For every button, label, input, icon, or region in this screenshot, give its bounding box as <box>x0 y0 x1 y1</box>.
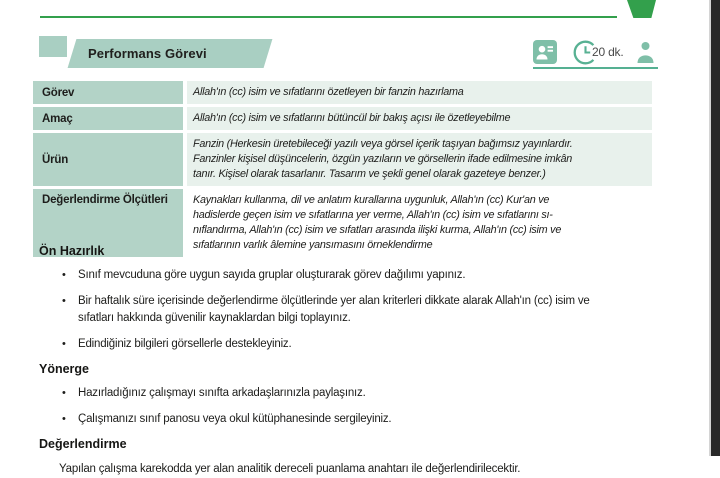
group-work-icon <box>533 40 557 64</box>
bullet-item: • Bir haftalık süre içerisinde değerlendirme ölçütlerinde yer alan kriterleri dikkate alarak Allah'ın (cc) isim ve sıfatları hakkında güvenilir kaynaklardan bilgi toplayınız. <box>39 293 680 327</box>
section-heading: Yönerge <box>39 362 90 376</box>
top-accent-rule <box>40 16 617 18</box>
row-value: Allah'ın (cc) isim ve sıfatlarını bütüncül bir bakış açısı ile özetleyebilme <box>187 107 652 130</box>
individual-work-icon <box>635 40 656 65</box>
section-degerlendirme <box>39 437 680 478</box>
section-heading: Değerlendirme <box>39 437 127 451</box>
page-title: Performans Görevi <box>88 46 207 61</box>
row-value: Fanzin (Herkesin üretebileceği yazılı veya görsel içerik taşıyan bağımsız yayınlardır. Fanzinler kişisel düşüncelerin, özgün yazıların ve görsellerin ifade edilmesine imkân tanır. Kişisel olarak tasarlanır. Tasarım ve şekli genel olarak gazeteye benzer.) <box>187 133 652 186</box>
table-row-gorev <box>33 81 652 104</box>
evaluation-paragraph: Yapılan çalışma karekodda yer alan analitik dereceli puanlama anahtarı ile değerlendirilecektir. <box>59 463 521 475</box>
section-yonerge <box>39 362 680 428</box>
section-banner <box>68 39 273 68</box>
header-icons <box>533 38 656 66</box>
table-row-urun <box>33 133 652 186</box>
duration-badge <box>572 39 624 66</box>
banner-notch <box>39 36 67 57</box>
bullet-item: • Hazırladığınız çalışmayı sınıfta arkadaşlarınızla paylaşınız. <box>39 385 680 402</box>
row-label: Amaç <box>33 107 183 130</box>
row-value: Allah'ın (cc) isim ve sıfatlarını özetleyen bir fanzin hazırlama <box>187 81 652 104</box>
bullet-list <box>39 267 680 353</box>
row-label: Değerlendirme Ölçütleri <box>33 189 183 257</box>
row-value: Kaynakları kullanma, dil ve anlatım kurallarına uygunluk, Allah'ın (cc) Kur'an ve hadislerde geçen isim ve sıfatlarına yer verme, Allah'ın (cc) isim ve sıfatlarını sı- nıflandırma, Allah'ın (cc) isim ve sıfatları arasında ilişki kurma, Allah'ın (cc) isim ve sıfatlarının varlık âlemine yansımasını örneklendirme <box>187 189 652 257</box>
bullet-list <box>39 385 680 428</box>
instruction-sections <box>39 244 680 478</box>
section-heading: Ön Hazırlık <box>39 244 105 258</box>
row-label: Ürün <box>33 133 183 186</box>
duration-label: 20 dk. <box>592 45 624 59</box>
bullet-item: • Çalışmanızı sınıf panosu veya okul kütüphanesinde sergileyiniz. <box>39 411 680 428</box>
task-table <box>33 81 652 257</box>
bullet-item: • Edindiğiniz bilgileri görsellerle destekleyiniz. <box>39 336 680 353</box>
section-on-hazirlik <box>39 244 680 353</box>
corner-accent-shape <box>627 0 656 18</box>
bullet-item: • Sınıf mevcuduna göre uygun sayıda gruplar oluşturarak görev dağılımı yapınız. <box>39 267 680 284</box>
table-row-amac <box>33 107 652 130</box>
screen-edge-strip <box>709 0 720 456</box>
row-label: Görev <box>33 81 183 104</box>
